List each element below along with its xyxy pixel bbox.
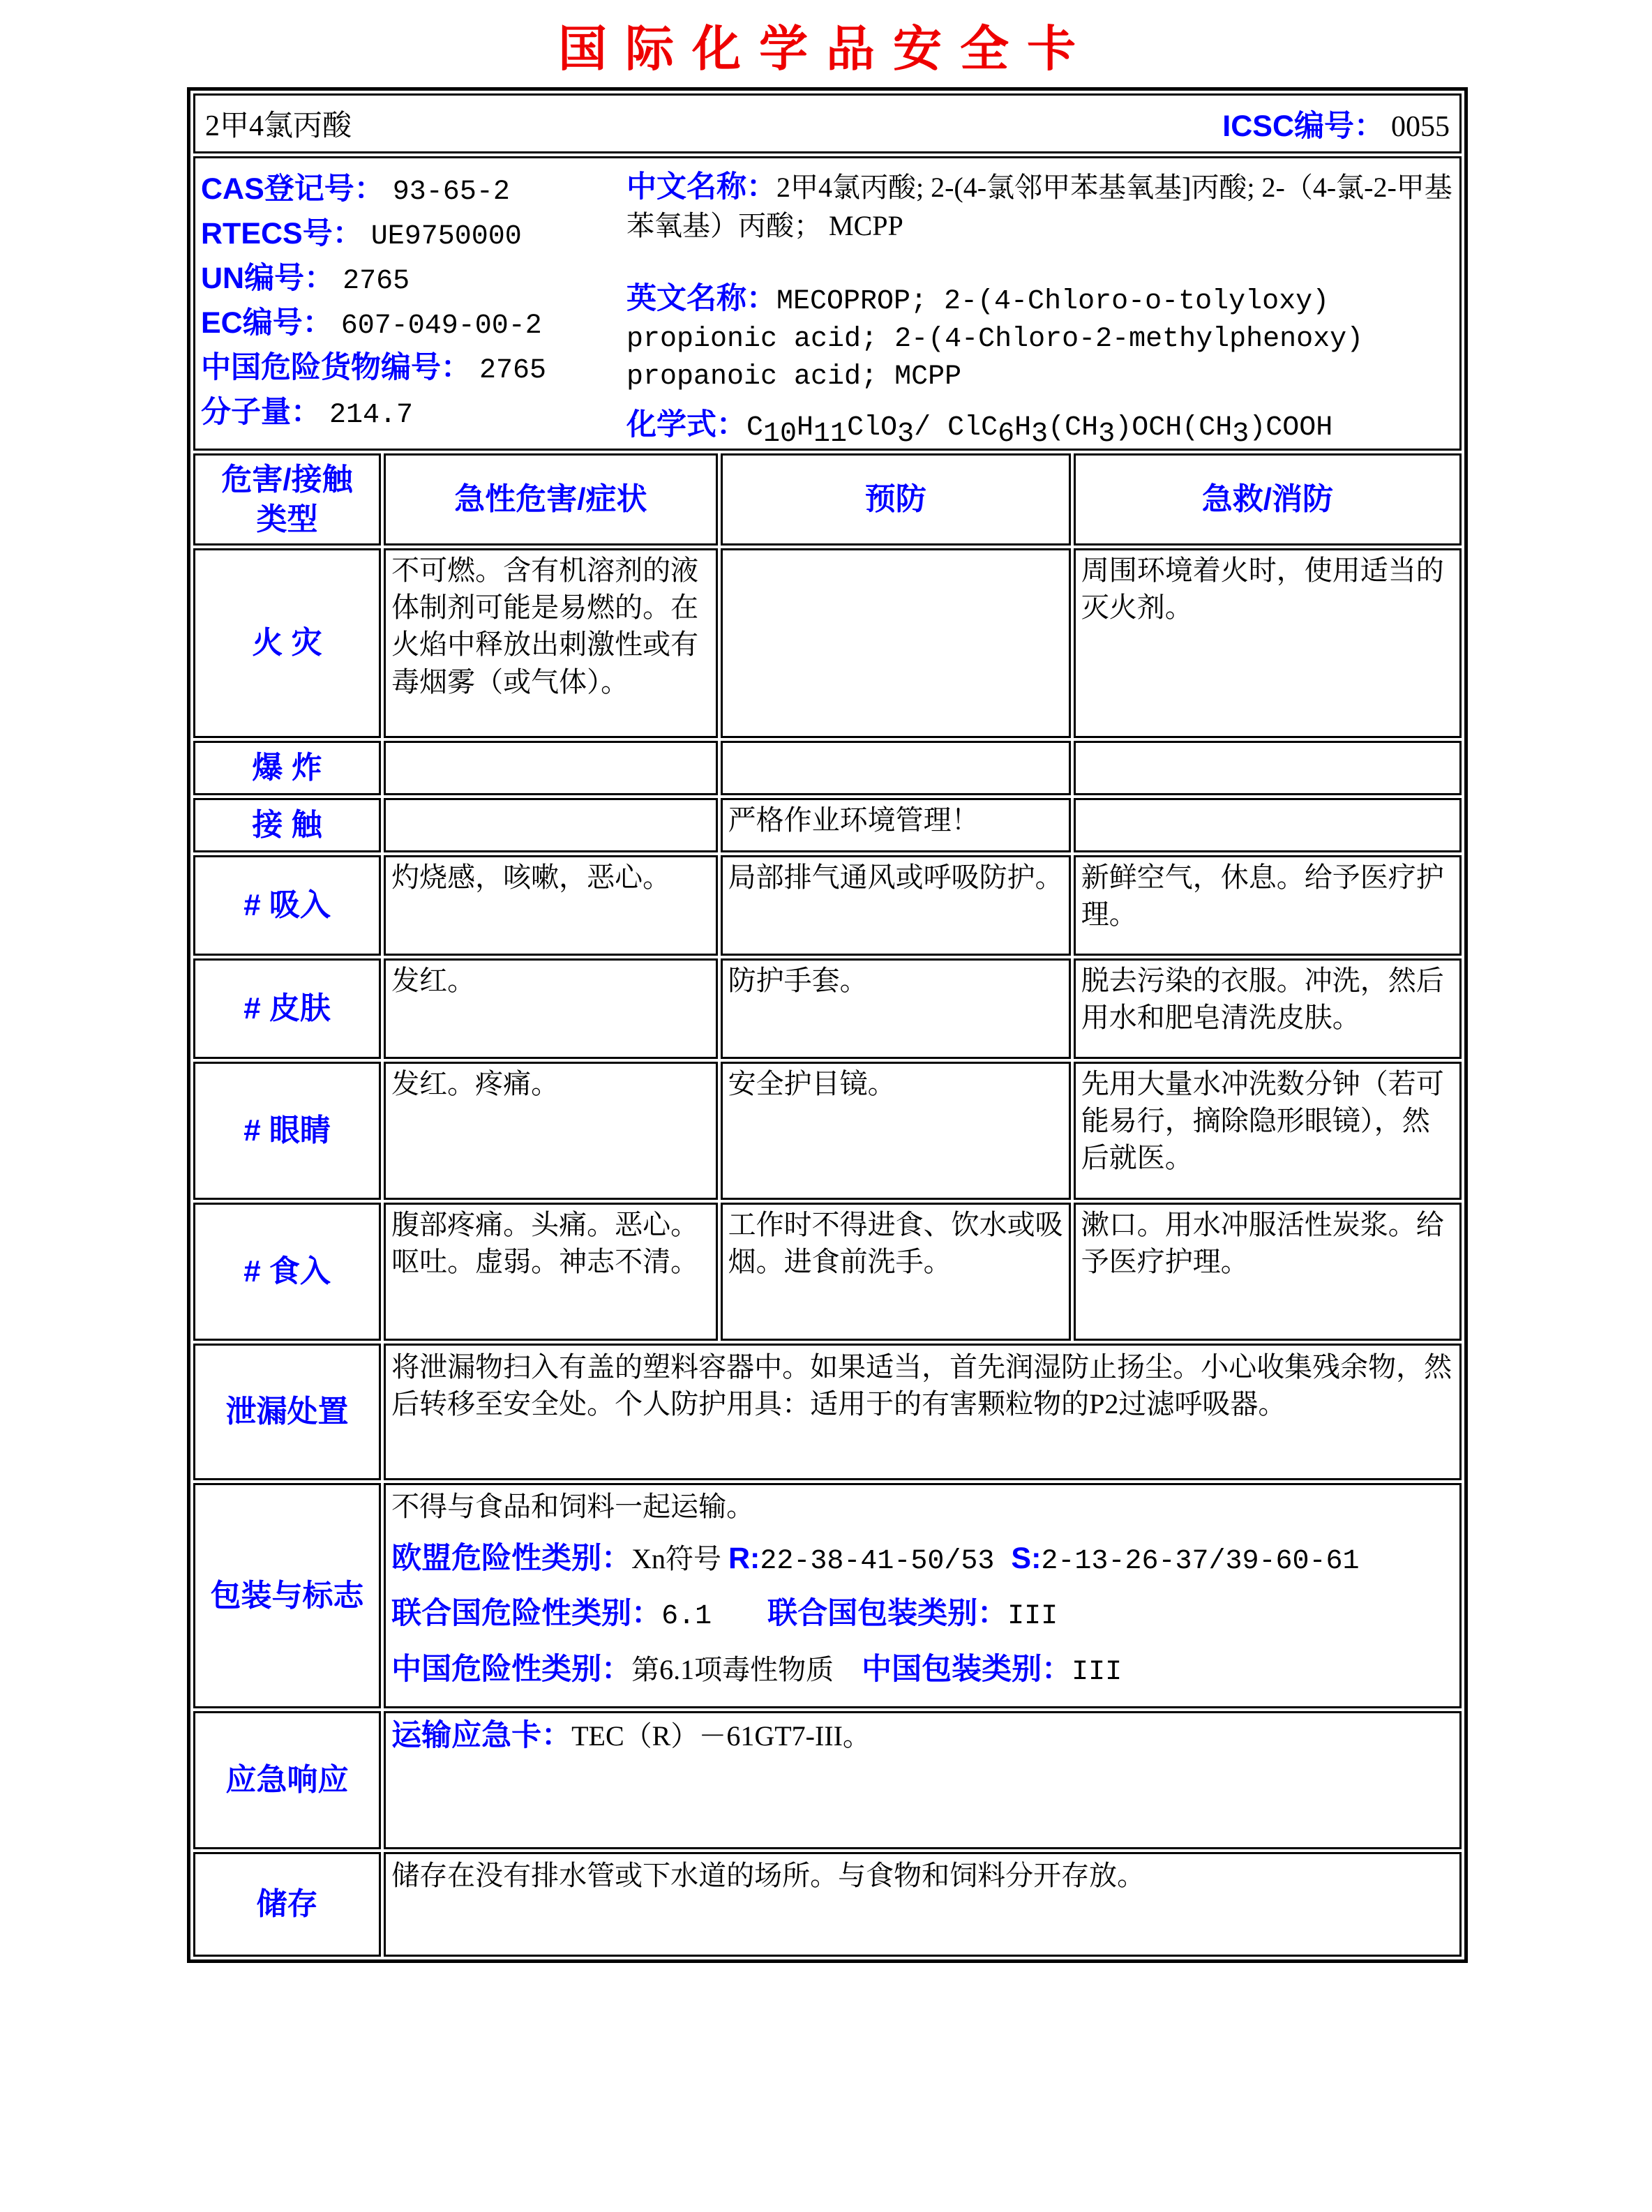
un-label: UN编号： — [201, 262, 335, 295]
cell-explosion-firstaid — [1074, 741, 1462, 795]
rtecs-label: RTECS号： — [201, 217, 363, 250]
row-label-packaging-labeling: 包装与标志 — [193, 1483, 381, 1708]
cell-explosion-symptoms — [384, 741, 718, 795]
icsc-number-label: ICSC编号： — [1222, 109, 1384, 143]
registry-item-molweight — [201, 389, 626, 433]
table-row — [193, 958, 1462, 1059]
icsc-number-value: 0055 — [1391, 110, 1450, 143]
registry-block — [201, 160, 1454, 451]
registry-identifiers — [201, 160, 626, 447]
cell-fire-prevention — [721, 548, 1071, 738]
section-text-line: 中国危险性类别：第6.1项毒性物质 中国包装类别：III — [391, 1652, 1122, 1688]
column-header-hazard-type: 危害/接触类型 — [193, 453, 381, 546]
cell-fire-symptoms: 不可燃。含有机溶剂的液体制剂可能是易燃的。在火焰中释放出刺激性或有毒烟雾（或气体）。 — [384, 548, 718, 738]
molweight-label: 分子量： — [201, 396, 321, 429]
section-text-line: 联合国危险性类别：6.1 联合国包装类别：III — [391, 1597, 1058, 1633]
section-text-line: 欧盟危险性类别：Xn符号 R:22-38-41-50/53 S:2-13-26-37/39-60-61 — [391, 1542, 1360, 1578]
chinese-name-value: 2甲4氯丙酸; 2-(4-氯邻甲苯基氧基]丙酸; 2-（4-氯-2-甲基苯氧基）丙酸； MCPP — [626, 172, 1452, 242]
cell-spill-disposal — [384, 1344, 1462, 1480]
table-row — [193, 548, 1462, 738]
icsc-card-table — [187, 87, 1468, 1963]
registry-item-china-dg — [201, 344, 626, 389]
emergency-response-text — [391, 1716, 1454, 1756]
storage-text — [391, 1857, 1454, 1894]
column-header-firstaid: 急救/消防 — [1074, 453, 1462, 546]
china-dg-label: 中国危险货物编号： — [201, 351, 471, 384]
cell-inhalation-symptoms: 灼烧感，咳嗽，恶心。 — [384, 855, 718, 956]
cell-ingestion-firstaid: 漱口。用水冲服活性炭浆。给予医疗护理。 — [1074, 1203, 1462, 1341]
spill-disposal-text — [391, 1348, 1454, 1422]
chemical-formula-line — [626, 405, 1454, 451]
registry-cell — [193, 156, 1462, 451]
row-label-eyes: # 眼睛 — [193, 1062, 381, 1200]
cell-skin-symptoms: 发红。 — [384, 958, 718, 1059]
cell-ingestion-prevention: 工作时不得进食、饮水或吸烟。进食前洗手。 — [721, 1203, 1071, 1341]
table-row — [193, 1062, 1462, 1200]
cell-ingestion-symptoms: 腹部疼痛。头痛。恶心。呕吐。虚弱。神志不清。 — [384, 1203, 718, 1341]
molweight-value: 214.7 — [329, 400, 414, 431]
row-label-ingestion: # 食入 — [193, 1203, 381, 1341]
registry-item-rtecs — [201, 210, 626, 255]
cell-contact-firstaid — [1074, 798, 1462, 852]
chinese-name-label: 中文名称： — [626, 170, 776, 204]
icsc-document-page — [0, 10, 1652, 2212]
table-row — [193, 1203, 1462, 1341]
column-header-prevention: 预防 — [721, 453, 1071, 546]
cell-inhalation-firstaid: 新鲜空气，休息。给予医疗护理。 — [1074, 855, 1462, 956]
table-row — [193, 1711, 1462, 1849]
cell-eyes-symptoms: 发红。疼痛。 — [384, 1062, 718, 1200]
cell-skin-prevention: 防护手套。 — [721, 958, 1071, 1059]
registry-item-ec — [201, 299, 626, 344]
formula-label: 化学式： — [626, 408, 746, 442]
section-text-line: 储存在没有排水管或下水道的场所。与食物和饲料分开存放。 — [391, 1859, 1146, 1891]
china-dg-value: 2765 — [479, 355, 547, 386]
row-label-skin: # 皮肤 — [193, 958, 381, 1059]
row-label-inhalation: # 吸入 — [193, 855, 381, 956]
table-row — [193, 798, 1462, 852]
cas-value: 93-65-2 — [392, 176, 510, 208]
cell-contact-prevention: 严格作业环境管理！ — [721, 798, 1071, 852]
chemical-name: 2甲4氯丙酸 — [205, 110, 352, 142]
registry-item-un — [201, 255, 626, 299]
row-label-fire: 火 灾 — [193, 548, 381, 738]
registry-item-cas — [201, 165, 626, 210]
table-row — [193, 855, 1462, 956]
cell-eyes-firstaid: 先用大量水冲洗数分钟（若可能易行，摘除隐形眼镜），然后就医。 — [1074, 1062, 1462, 1200]
chinese-name-line — [626, 167, 1454, 245]
row-label-contact: 接 触 — [193, 798, 381, 852]
cell-storage — [384, 1852, 1462, 1957]
cell-fire-firstaid: 周围环境着火时，使用适当的灭火剂。 — [1074, 548, 1462, 738]
row-label-storage: 储存 — [193, 1852, 381, 1957]
cell-skin-firstaid: 脱去污染的衣服。冲洗，然后用水和肥皂清洗皮肤。 — [1074, 958, 1462, 1059]
un-value: 2765 — [343, 266, 410, 297]
formula-value: $C_{10}H_{11}ClO_3/$ $ClC_6H_3(CH_3)OCH(CH_3)COOH$ — [746, 412, 1333, 451]
cell-eyes-prevention: 安全护目镜。 — [721, 1062, 1071, 1200]
cell-explosion-prevention — [721, 741, 1071, 795]
ec-value: 607-049-00-2 — [340, 310, 542, 342]
cell-contact-symptoms — [384, 798, 718, 852]
icsc-number-group — [1222, 103, 1450, 145]
row-label-emergency-response: 应急响应 — [193, 1711, 381, 1849]
english-name-line — [626, 278, 1454, 396]
table-row — [193, 1852, 1462, 1957]
page-title: 国际化学品安全卡 — [558, 23, 1094, 77]
section-text-line: 运输应急卡：TEC（R）－61GT7-III。 — [391, 1718, 871, 1752]
table-row — [193, 741, 1462, 795]
table-row — [193, 1483, 1462, 1708]
name-row — [201, 97, 1454, 150]
cell-emergency-response — [384, 1711, 1462, 1849]
row-label-spill-disposal: 泄漏处置 — [193, 1344, 381, 1480]
cas-label: CAS登记号： — [201, 172, 384, 206]
rtecs-value: UE9750000 — [370, 221, 522, 253]
registry-names — [626, 160, 1454, 451]
row-label-explosion: 爆 炸 — [193, 741, 381, 795]
column-header-symptoms: 急性危害/症状 — [384, 453, 718, 546]
english-name-value: MECOPROP; 2-(4-Chloro-o-tolyloxy) propionic acid; 2-(4-Chloro-2-methylphenoxy) propanoic acid; MCPP — [626, 286, 1364, 393]
cell-packaging-labeling — [384, 1483, 1462, 1708]
section-text-line: 不得与食品和饲料一起运输。 — [391, 1491, 755, 1523]
cell-inhalation-prevention: 局部排气通风或呼吸防护。 — [721, 855, 1071, 956]
english-name-label: 英文名称： — [626, 282, 776, 316]
name-row-cell — [193, 93, 1462, 153]
table-row — [193, 1344, 1462, 1480]
section-text-line: 将泄漏物扫入有盖的塑料容器中。如果适当，首先润湿防止扬尘。小心收集残余物，然后转移至安全处。个人防护用具：适用于的有害颗粒物的P2过滤呼吸器。 — [391, 1351, 1452, 1420]
packaging-labeling-text — [391, 1488, 1454, 1691]
ec-label: EC编号： — [201, 306, 333, 340]
